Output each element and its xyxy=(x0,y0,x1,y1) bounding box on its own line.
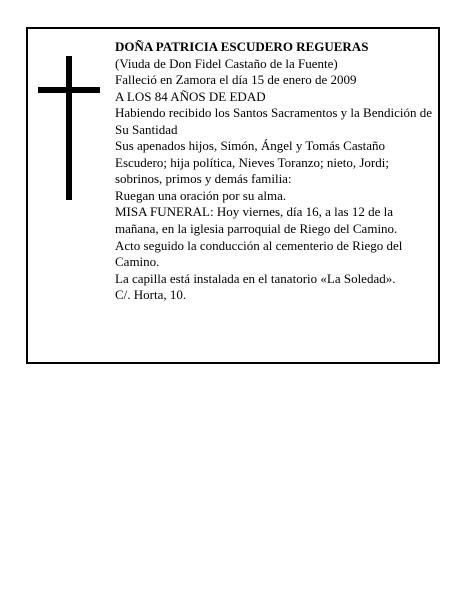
sacraments-line: Habiendo recibido los Santos Sacramentos y la Bendición de Su Santidad xyxy=(115,105,432,137)
latin-cross-icon xyxy=(38,56,100,200)
obituary-notice xyxy=(26,27,440,364)
deceased-name: DOÑA PATRICIA ESCUDERO REGUERAS xyxy=(115,39,369,54)
address-line: C/. Horta, 10. xyxy=(115,287,187,303)
mass-line: MISA FUNERAL: Hoy viernes, día 16, a las 12 de la mañana, en la iglesia parroquial de Riego del Camino. xyxy=(115,204,398,237)
burial-line: Acto seguido la conducción al cementerio de Riego del Camino. xyxy=(115,237,403,270)
cross-vertical-bar xyxy=(66,56,72,200)
widow-line: (Viuda de Don Fidel Castaño de la Fuente) xyxy=(115,55,338,71)
family-line: Sus apenados hijos, Simón, Ángel y Tomás Castaño Escudero; hija política, Nieves Toranzo; nieto, Jordi; sobrinos, primos y demás familia: xyxy=(115,138,389,187)
notice-text xyxy=(115,39,435,304)
death-line: Falleció en Zamora el día 15 de enero de 2009 xyxy=(115,72,357,88)
age-line: A LOS 84 AÑOS DE EDAD xyxy=(115,88,266,104)
cross-horizontal-bar xyxy=(38,87,100,93)
chapel-line: La capilla está instalada en el tanatorio «La Soledad». xyxy=(115,270,396,286)
prayer-line: Ruegan una oración por su alma. xyxy=(115,187,287,203)
